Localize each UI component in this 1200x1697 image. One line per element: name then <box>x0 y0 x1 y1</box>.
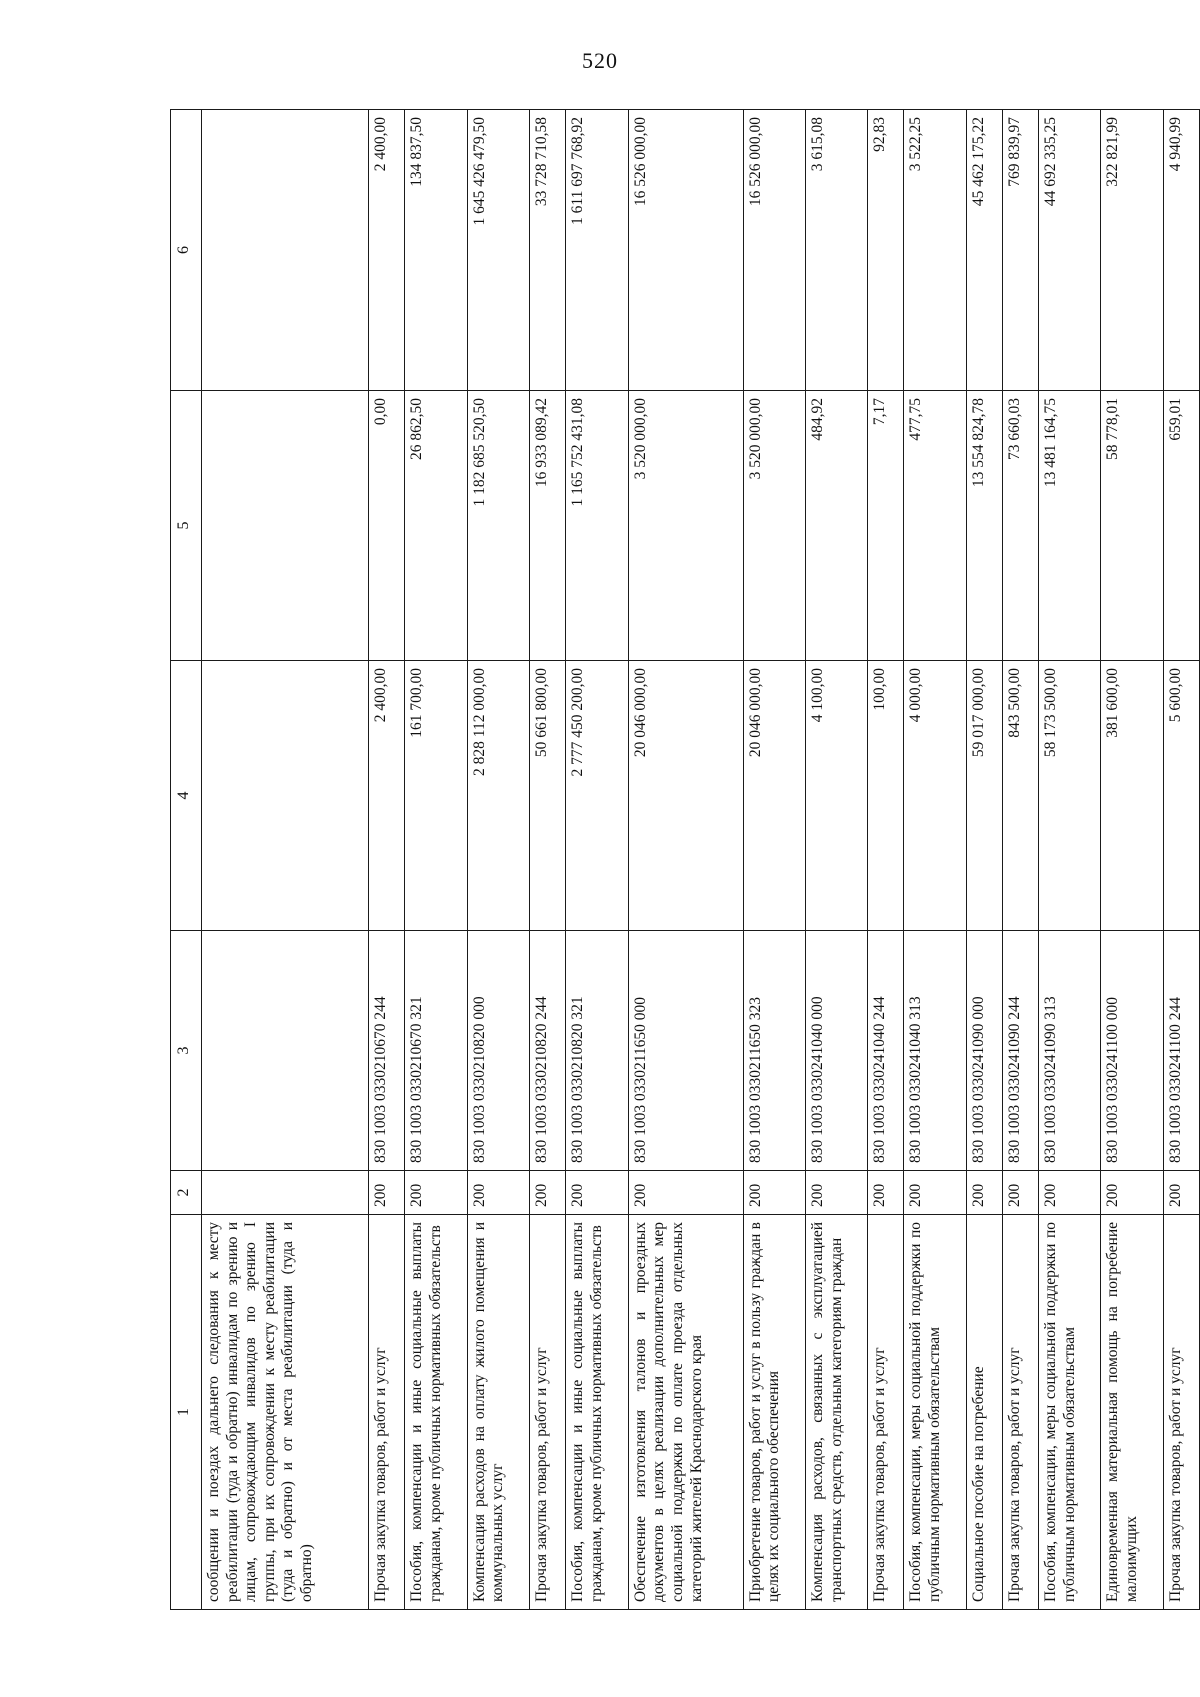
executed-amount-cell: 7,17 <box>868 391 904 661</box>
budget-classification-code-cell: 830 1003 0330241040 244 <box>868 931 904 1171</box>
unexecuted-amount-cell: 2 400,00 <box>369 110 405 391</box>
table-row <box>1163 110 1199 1610</box>
executed-amount-cell: 58 778,01 <box>1101 391 1163 661</box>
approved-amount-cell: 50 661 800,00 <box>530 661 566 931</box>
budget-classification-code-cell: 830 1003 0330210820 244 <box>530 931 566 1171</box>
table-row <box>966 110 1002 1610</box>
row-code-cell: 200 <box>966 1171 1002 1215</box>
row-name-cell: Пособия, компенсации, меры социальной поддержки по публичным нормативным обязательствам <box>904 1215 966 1610</box>
budget-classification-code-cell: 830 1003 0330241040 000 <box>805 931 867 1171</box>
unexecuted-amount-cell: 16 526 000,00 <box>628 110 743 391</box>
unexecuted-amount-cell: 92,83 <box>868 110 904 391</box>
approved-amount-cell: 5 600,00 <box>1163 661 1199 931</box>
budget-classification-code-cell: 830 1003 0330210820 321 <box>566 931 628 1171</box>
approved-amount-cell: 100,00 <box>868 661 904 931</box>
row-code-cell: 200 <box>628 1171 743 1215</box>
column-number: 4 <box>171 661 202 931</box>
row-name-cell: Прочая закупка товаров, работ и услуг <box>369 1215 405 1610</box>
table-row <box>566 110 628 1610</box>
row-name-cell: Обеспечение изготовления талонов и проездных документов в целях реализации дополнительных мер социальной поддержки по оплате проезда отдельных категорий жителей Краснодарского края <box>628 1215 743 1610</box>
table-row <box>1101 110 1163 1610</box>
approved-amount-cell: 2 828 112 000,00 <box>467 661 529 931</box>
approved-amount-cell <box>202 661 369 931</box>
executed-amount-cell: 3 520 000,00 <box>628 391 743 661</box>
row-name-cell: сообщении и поездах дальнего следования к месту реабилитации (туда и обратно) инвалидам по зрению и лицам, сопровождающим инвалидов по зрению I группы, при их сопровождении к месту реабилитации (туда и обратно) и от места реабилитации (туда и обратно) <box>202 1215 369 1610</box>
budget-classification-code-cell: 830 1003 0330241100 000 <box>1101 931 1163 1171</box>
executed-amount-cell: 1 165 752 431,08 <box>566 391 628 661</box>
executed-amount-cell: 477,75 <box>904 391 966 661</box>
approved-amount-cell: 2 400,00 <box>369 661 405 931</box>
row-code-cell: 200 <box>1039 1171 1101 1215</box>
column-number: 6 <box>171 110 202 391</box>
executed-amount-cell: 13 554 824,78 <box>966 391 1002 661</box>
row-code-cell: 200 <box>467 1171 529 1215</box>
budget-classification-code-cell: 830 1003 0330241090 000 <box>966 931 1002 1171</box>
budget-classification-code-cell: 830 1003 0330211650 323 <box>743 931 805 1171</box>
table-row <box>467 110 529 1610</box>
approved-amount-cell: 2 777 450 200,00 <box>566 661 628 931</box>
executed-amount-cell: 73 660,03 <box>1002 391 1038 661</box>
row-name-cell: Пособия, компенсации, меры социальной поддержки по публичным нормативным обязательствам <box>1039 1215 1101 1610</box>
table-row <box>405 110 467 1610</box>
column-number: 5 <box>171 391 202 661</box>
row-code-cell: 200 <box>566 1171 628 1215</box>
table-body <box>202 110 1200 1610</box>
row-code-cell: 200 <box>369 1171 405 1215</box>
unexecuted-amount-cell: 1 645 426 479,50 <box>467 110 529 391</box>
executed-amount-cell: 484,92 <box>805 391 867 661</box>
approved-amount-cell: 4 100,00 <box>805 661 867 931</box>
unexecuted-amount-cell: 45 462 175,22 <box>966 110 1002 391</box>
table-row <box>369 110 405 1610</box>
unexecuted-amount-cell: 3 615,08 <box>805 110 867 391</box>
executed-amount-cell: 3 520 000,00 <box>743 391 805 661</box>
approved-amount-cell: 4 000,00 <box>904 661 966 931</box>
approved-amount-cell: 58 173 500,00 <box>1039 661 1101 931</box>
rotated-table-container <box>170 110 1200 1610</box>
row-code-cell: 200 <box>1163 1171 1199 1215</box>
table-row <box>904 110 966 1610</box>
executed-amount-cell: 659,01 <box>1163 391 1199 661</box>
unexecuted-amount-cell: 134 837,50 <box>405 110 467 391</box>
page-number: 520 <box>582 48 618 73</box>
executed-amount-cell: 16 933 089,42 <box>530 391 566 661</box>
row-name-cell: Прочая закупка товаров, работ и услуг <box>1163 1215 1199 1610</box>
budget-classification-code-cell: 830 1003 0330210670 244 <box>369 931 405 1171</box>
row-name-cell: Приобретение товаров, работ и услуг в пользу граждан в целях их социального обеспечения <box>743 1215 805 1610</box>
row-name-cell: Прочая закупка товаров, работ и услуг <box>868 1215 904 1610</box>
row-code-cell: 200 <box>1002 1171 1038 1215</box>
table-row <box>805 110 867 1610</box>
unexecuted-amount-cell: 16 526 000,00 <box>743 110 805 391</box>
row-code-cell: 200 <box>743 1171 805 1215</box>
table-row <box>1002 110 1038 1610</box>
unexecuted-amount-cell: 1 611 697 768,92 <box>566 110 628 391</box>
unexecuted-amount-cell <box>202 110 369 391</box>
row-code-cell: 200 <box>868 1171 904 1215</box>
executed-amount-cell: 26 862,50 <box>405 391 467 661</box>
row-code-cell: 200 <box>530 1171 566 1215</box>
row-name-cell: Социальное пособие на погребение <box>966 1215 1002 1610</box>
executed-amount-cell: 13 481 164,75 <box>1039 391 1101 661</box>
row-code-cell: 200 <box>805 1171 867 1215</box>
budget-classification-code-cell <box>202 931 369 1171</box>
budget-classification-code-cell: 830 1003 0330211650 000 <box>628 931 743 1171</box>
approved-amount-cell: 20 046 000,00 <box>628 661 743 931</box>
column-number: 2 <box>171 1171 202 1215</box>
approved-amount-cell: 843 500,00 <box>1002 661 1038 931</box>
row-name-cell: Компенсация расходов, связанных с эксплуатацией транспортных средств, отдельным категориям граждан <box>805 1215 867 1610</box>
unexecuted-amount-cell: 3 522,25 <box>904 110 966 391</box>
table-row <box>628 110 743 1610</box>
unexecuted-amount-cell: 322 821,99 <box>1101 110 1163 391</box>
table-row <box>202 110 369 1610</box>
executed-amount-cell <box>202 391 369 661</box>
unexecuted-amount-cell: 44 692 335,25 <box>1039 110 1101 391</box>
row-name-cell: Компенсация расходов на оплату жилого помещения и коммунальных услуг <box>467 1215 529 1610</box>
budget-execution-table <box>170 109 1200 1610</box>
row-code-cell: 200 <box>904 1171 966 1215</box>
row-code-cell: 200 <box>405 1171 467 1215</box>
budget-classification-code-cell: 830 1003 0330241040 313 <box>904 931 966 1171</box>
executed-amount-cell: 1 182 685 520,50 <box>467 391 529 661</box>
column-number: 3 <box>171 931 202 1171</box>
row-code-cell: 200 <box>1101 1171 1163 1215</box>
table-row <box>1039 110 1101 1610</box>
budget-classification-code-cell: 830 1003 0330210820 000 <box>467 931 529 1171</box>
approved-amount-cell: 381 600,00 <box>1101 661 1163 931</box>
row-name-cell: Пособия, компенсации и иные социальные выплаты гражданам, кроме публичных нормативных обязательств <box>566 1215 628 1610</box>
budget-classification-code-cell: 830 1003 0330241090 313 <box>1039 931 1101 1171</box>
budget-classification-code-cell: 830 1003 0330241100 244 <box>1163 931 1199 1171</box>
table-row <box>530 110 566 1610</box>
unexecuted-amount-cell: 769 839,97 <box>1002 110 1038 391</box>
row-name-cell: Прочая закупка товаров, работ и услуг <box>530 1215 566 1610</box>
unexecuted-amount-cell: 33 728 710,58 <box>530 110 566 391</box>
row-name-cell: Единовременная материальная помощь на погребение малоимущих <box>1101 1215 1163 1610</box>
unexecuted-amount-cell: 4 940,99 <box>1163 110 1199 391</box>
approved-amount-cell: 161 700,00 <box>405 661 467 931</box>
approved-amount-cell: 20 046 000,00 <box>743 661 805 931</box>
table-row <box>868 110 904 1610</box>
row-code-cell <box>202 1171 369 1215</box>
approved-amount-cell: 59 017 000,00 <box>966 661 1002 931</box>
row-name-cell: Пособия, компенсации и иные социальные выплаты гражданам, кроме публичных нормативных обязательств <box>405 1215 467 1610</box>
budget-classification-code-cell: 830 1003 0330241090 244 <box>1002 931 1038 1171</box>
column-number: 1 <box>171 1215 202 1610</box>
column-number-row <box>171 110 202 1610</box>
budget-classification-code-cell: 830 1003 0330210670 321 <box>405 931 467 1171</box>
executed-amount-cell: 0,00 <box>369 391 405 661</box>
row-name-cell: Прочая закупка товаров, работ и услуг <box>1002 1215 1038 1610</box>
table-row <box>743 110 805 1610</box>
